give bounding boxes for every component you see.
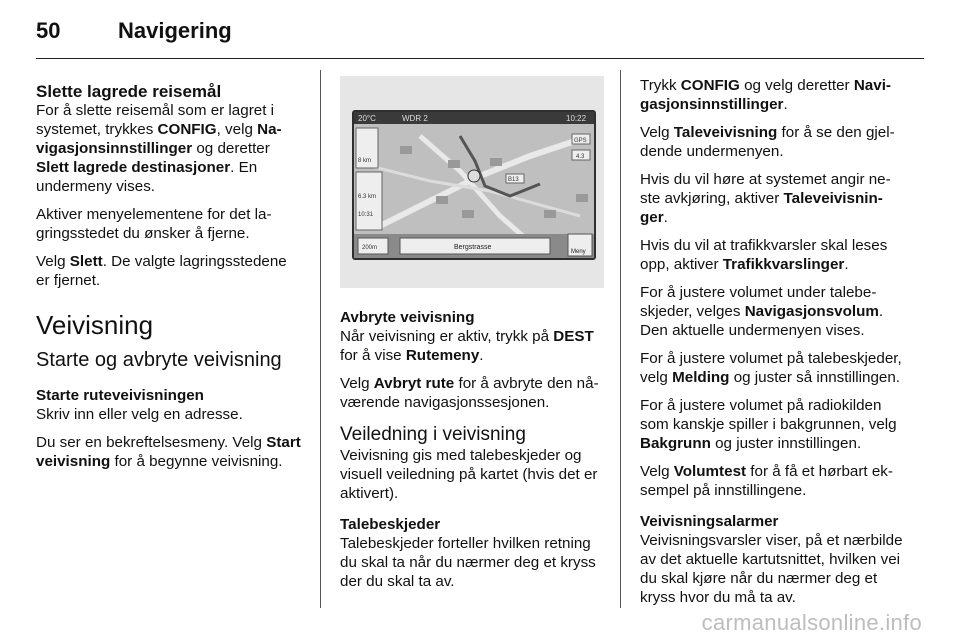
paragraph: Når veivisning er aktiv, trykk på DEST for å vise Rutemeny. [340,328,594,364]
footer-watermark: carmanualsonline.info [701,610,922,635]
column-divider [620,70,621,608]
section-heading: Starte og avbryte veivisning [36,349,282,371]
map-dist-4: 200m [362,245,378,251]
subsection-heading: Veivisningsalarmer [640,513,779,530]
map-gps: GPS [574,138,587,144]
paragraph: Velg Volumtest for å få et hørbart eksempel på innstillingene. [640,463,893,499]
paragraph: Skriv inn eller velg en adresse. [36,406,243,423]
paragraph: For å slette reisemål som er lagret i systemet, trykkes CONFIG, velg Navigasjonsinnstillinger og deretter Slett lagrede destinasjoner. En undermeny vises. [36,102,282,195]
navigation-map-image [340,76,604,288]
column-middle [340,308,604,600]
paragraph: Hvis du vil at trafikkvarsler skal leses opp, aktiver Trafikkvarslinger. [640,237,888,273]
section-heading: Veiledning i veivisning [340,424,526,445]
paragraph: For å justere volumet på talebeskjeder, velg Melding og juster så innstillingen. [640,350,902,386]
subsection-heading: Starte ruteveivisningen [36,387,204,404]
paragraph: Veivisningsvarsler viser, på et nærbilde av det aktuelle kartutsnittet, hvilken vei du skal kjøre når du nærmer deg et kryss hvor du må ta av. [640,532,903,606]
map-dist-3: 10:31 [358,212,374,218]
map-dist-2: 6.3 km [358,194,377,200]
page-title: Navigering [118,18,232,43]
map-menu: Meny [571,249,586,255]
chapter-heading: Veivisning [36,310,154,340]
map-station: WDR 2 [402,114,428,123]
map-temp: 20°C [358,114,376,123]
column-left [36,68,304,480]
paragraph: Velg Avbryt rute for å avbryte den nåværende navigasjonssesjonen. [340,375,599,411]
column-divider [320,70,321,608]
subsection-heading: Avbryte veivisning [340,309,475,326]
paragraph: Du ser en bekreftelsesmeny. Velg Start veivisning for å begynne veivisning. [36,434,301,470]
paragraph: Hvis du vil høre at systemet angir neste avkjøring, aktiver Taleveivisninger. [640,171,891,226]
section-heading-delete: Slette lagrede reisemål [36,82,222,101]
paragraph: Velg Taleveivisning for å se den gjeldende undermenyen. [640,124,895,160]
subsection-heading: Talebeskjeder [340,516,441,533]
column-right [640,76,904,616]
header-rule [36,58,924,59]
paragraph: Velg Slett. De valgte lagringsstedene er fjernet. [36,253,287,289]
map-street: Bergstrasse [454,244,492,251]
paragraph: For å justere volumet på radiokilden som kanskje spiller i bakgrunnen, velg Bakgrunn og juster innstillingen. [640,397,897,452]
paragraph: Talebeskjeder forteller hvilken retning du skal ta når du nærmer deg et kryss der du skal ta av. [340,535,596,590]
map-speed: 4.3 [576,154,585,160]
map-route-sign: B13 [508,177,519,183]
map-dist-1: 8 km [358,158,372,164]
page-number: 50 [36,18,61,43]
paragraph: Trykk CONFIG og velg deretter Navigasjonsinnstillinger. [640,77,891,113]
paragraph: Aktiver menyelementene for det lagringsstedet du ønsker å fjerne. [36,206,272,242]
paragraph: Veivisning gis med talebeskjeder og visuell veiledning på kartet (hvis det er aktivert). [340,447,598,502]
paragraph: For å justere volumet under talebeskjeder, velges Navigasjonsvolum. Den aktuelle undermenyen vises. [640,284,884,339]
map-time: 10:22 [566,114,587,123]
